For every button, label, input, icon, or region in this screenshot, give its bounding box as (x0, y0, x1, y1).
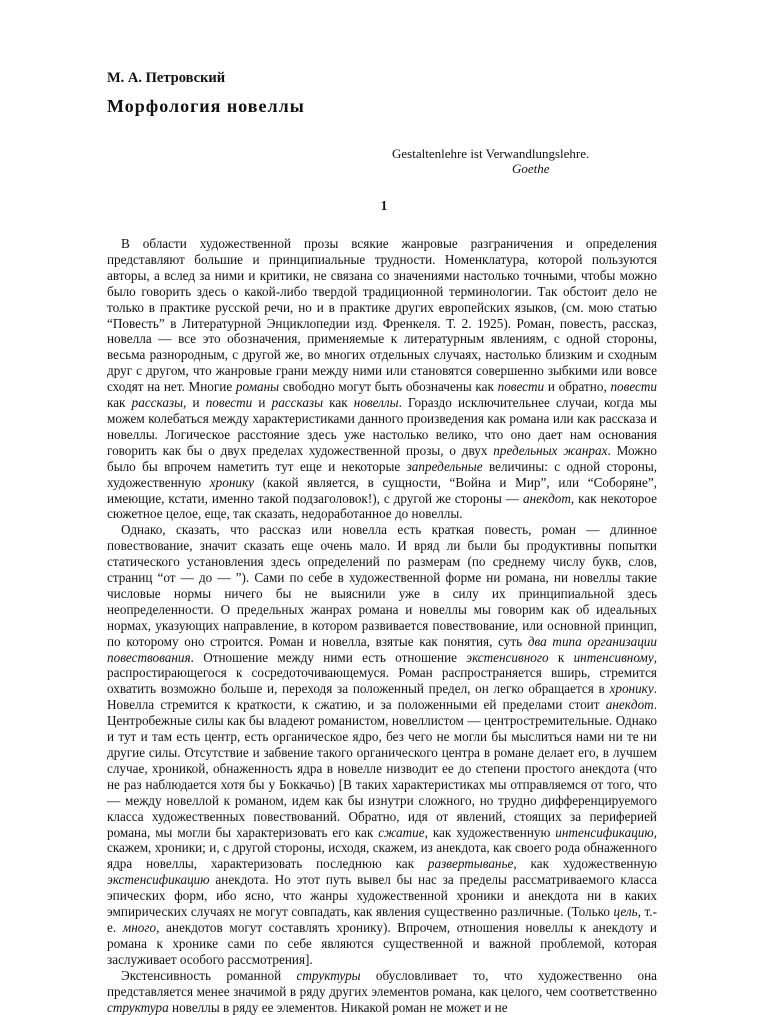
emphasis-text: романы (235, 379, 280, 395)
text-run: как (107, 395, 132, 411)
text-run: , скажем, хроники; и, с другой стороны, исходя, скажем, из анекдота, как своего рода обнаженного ядра новеллы, характеризовать последнюю как (107, 824, 657, 872)
emphasis-text: хронику (209, 474, 254, 490)
text-run: Однако, сказать, что рассказ или новелла есть краткая повесть, роман — длинное повествование, значит сказать еще очень мало. И вряд ли были бы продуктивны попытки статического установления здесь определений по размерам (по среднему числу букв, слов, страниц “от — до — ”). Сами по себе в художественной форме ни романа, ни новеллы такие числовые нормы ничего бы не выяснили уже в силу их принципиальной здесь неопределенности. О предельных жанрах романа и новеллы мы говорим как об идеальных нормах, указующих направление, в котором развивается повествование, или основной принцип, по которому оно строится. Роман и новелла, взятые как понятия, суть (107, 522, 657, 649)
article-body (107, 236, 657, 1015)
paragraph (107, 236, 657, 522)
emphasis-text: два типа организации повествования (107, 633, 657, 665)
text-run: . Отношение между ними есть отношение (190, 649, 467, 665)
text-run: обусловливает то, что художественно она представляется менее значимой в ряду других элементов романа, как целого, чем соответственно (107, 967, 657, 999)
section-number: 1 (380, 198, 388, 213)
epigraph-source: Goethe (512, 161, 550, 176)
emphasis-text: новеллы (353, 395, 399, 411)
text-run: и обратно, (544, 379, 611, 395)
text-run: В области художественной прозы всякие жанровые разграничения и определения представляют большие и принципиальные трудности. Номенклатура, которой пользуются авторы, а вслед за ними и критики, не связана со значениями настолько точными, чтобы можно было говорить здесь о какой-либо твердой традиционной терминологии. Так обстоит дело не только в практике русской речи, но и в практике других европейских языков, (см. мою статью “Повесть” в Литературной Энциклопедии изд. Френкеля. Т. 2. 1925). Роман, повесть, рассказ, новелла — все это обозначения, применяемые к литературным явлениям, с одной стороны, весьма разнородным, с другой же, во многих отдельных случаях, настолько близким и сходным друг с другом, что жанровые грани между ними или становятся совершенно зыбкими или вовсе сходят на нет. Многие (107, 236, 657, 395)
emphasis-text: анекдот (522, 490, 571, 506)
text-run: свободно могут быть обозначены как (279, 379, 498, 395)
emphasis-text: экстенсификацию (107, 872, 210, 888)
emphasis-text: повести (610, 379, 658, 395)
emphasis-text: рассказы (271, 395, 324, 411)
text-run: , распростирающегося к сосредоточивающемуся. Роман распространяется вширь, стремится охватить возможно больше и, переходя за положенный предел, он легко обращается в (107, 649, 657, 697)
text-run: и (252, 395, 272, 411)
text-run: , как художественную (424, 824, 556, 840)
text-run: величины: с одной стороны, художественную (107, 458, 658, 490)
text-run: к (548, 649, 574, 665)
text-run: новеллы в ряду ее элементов. Никакой роман не может и не (168, 999, 508, 1015)
article-title: Морфология новеллы (107, 96, 305, 116)
emphasis-text: цель (613, 904, 638, 920)
paragraph (107, 522, 657, 967)
emphasis-text: много (122, 919, 157, 935)
text-run: , как некоторое сюжетное целое, еще, так сказать, недоработанное до новеллы. (107, 490, 658, 522)
emphasis-text: структура (107, 999, 169, 1015)
text-run: . Гораздо исключительнее случаи, когда мы можем колебаться между характеристиками данного произведения как романа или как рассказа и новеллы. Логическое расстояние здесь уже настолько велико, что оно дает нам основания говорить как бы о двух пределах художественной прозы, о двух (107, 395, 658, 458)
text-run: , анекдотов могут составлять хронику). Впрочем, отношения новеллы к анекдоту и романа к хронике сами по себе являются существенной и важной проблемой, которая заслуживает особого рассмотрения]. (107, 919, 657, 967)
emphasis-text: предельных жанрах (493, 442, 608, 458)
text-run: анекдота. Но этот путь вывел бы нас за пределы рассматриваемого класса эпических форм, ибо ясно, что жанры художественной хроники и анекдота ни в каких эмпирических случаях не могут совпадать, как явления существенно различные. (Только (107, 872, 657, 920)
emphasis-text: повести (205, 395, 253, 411)
text-run: , т.-е. (107, 904, 657, 935)
author-name: М. А. Петровский (107, 70, 226, 86)
text-run: . Можно было бы впрочем наметить тут еще и некоторые (107, 442, 657, 474)
emphasis-text: развертыванье (427, 856, 514, 872)
text-run: . Центробежные силы как бы владеют романистом, новеллистом — центростремительные. Однако и тут и там есть центр, есть органическое ядро, без чего не могли бы мыслиться нами ни те ни другие силы. Отсутствие и забвение такого органического центра в романе делает его, в лучшем случае, хроникой, обнаженность ядра в новелле низводит ее до степени простого анекдота (что не раз наблюдается хотя бы у Боккачьо) [В таких характеристиках мы отправляемся от того, что — между новеллой к романом, идем как бы изнутри сложного, но трудно дифференцируемого класса художественных повествований. Обратно, идя от явлений, стоящих за периферией романа, мы могли бы характеризовать его как (107, 697, 657, 840)
epigraph (392, 146, 589, 176)
emphasis-text: экстенсивного (466, 649, 549, 665)
text-run: как (323, 395, 354, 411)
text-run: (какой является, в сущности, “Война и Мир”, или “Соборяне”, имеющие, кстати, именно такой подзаголовок!), с другой же стороны — (107, 474, 657, 506)
emphasis-text: хронику (609, 681, 654, 697)
emphasis-text: сжатие (378, 824, 425, 840)
text-run: , как художественную (513, 856, 657, 872)
emphasis-text: интенсивному (573, 649, 654, 665)
emphasis-text: запредельные (406, 458, 483, 474)
emphasis-text: интенсификацию (555, 824, 654, 840)
text-run: Экстенсивность романной (121, 967, 297, 983)
emphasis-text: повести (497, 379, 545, 395)
emphasis-text: анекдот (605, 697, 654, 713)
emphasis-text: структуры (296, 967, 361, 983)
text-run: . Новелла стремится к краткости, к сжатию, и за положенными ей пределами стоит (107, 681, 657, 713)
text-run: , и (183, 395, 206, 411)
epigraph-text: Gestaltenlehre ist Verwandlungslehre. (392, 146, 590, 161)
paragraph (107, 968, 657, 1015)
emphasis-text: рассказы (131, 395, 184, 411)
